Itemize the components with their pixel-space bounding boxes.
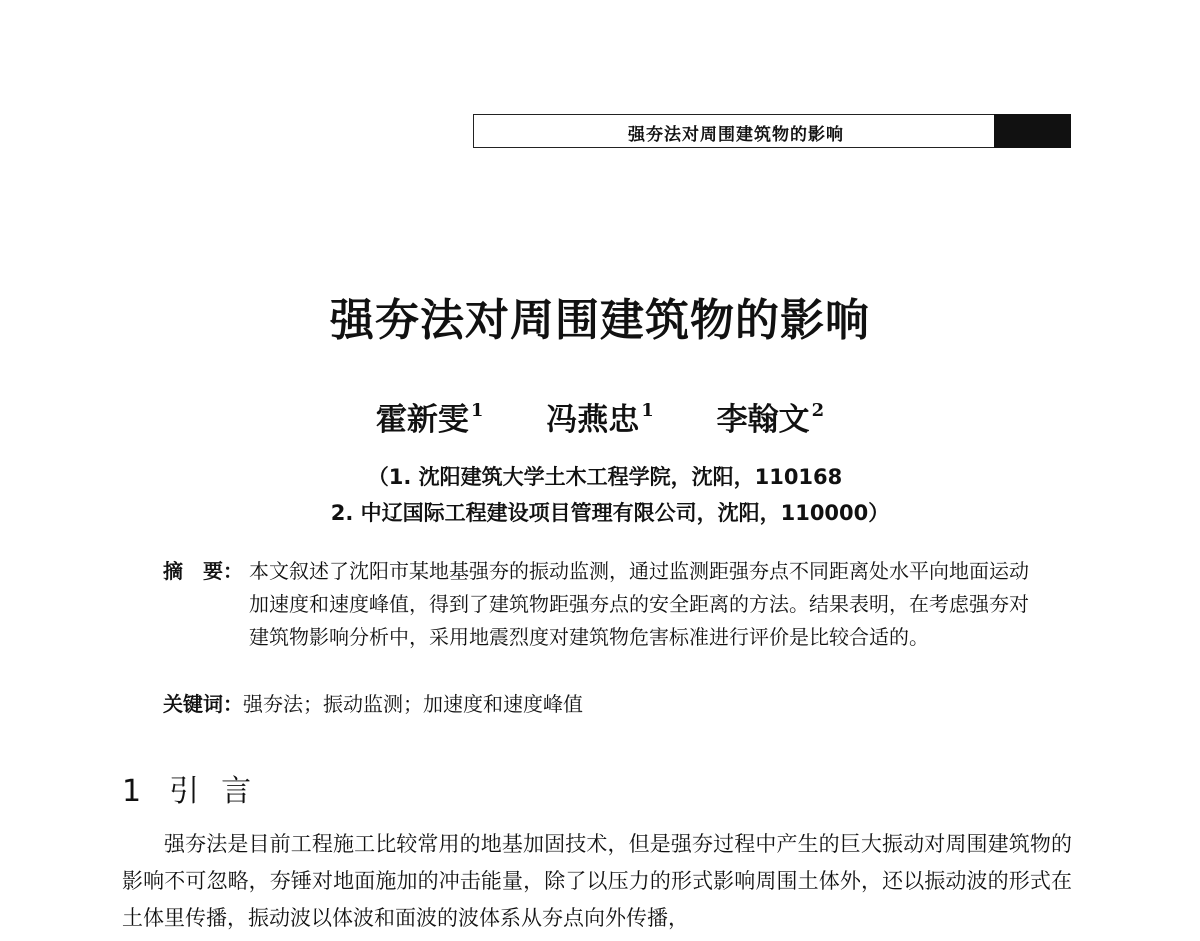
affiliation-1: （1. 沈阳建筑大学土木工程学院，沈阳，110168 [367,465,843,489]
abstract-label: 摘 要： [163,559,243,583]
author-name: 李翰文 [716,402,810,438]
author-name: 霍新雯 [375,402,469,438]
paper-title: 强夯法对周围建筑物的影响 [330,295,870,346]
author [546,394,654,439]
author-list [0,394,1200,439]
section-heading [122,766,273,810]
running-header-title: 强夯法对周围建筑物的影响 [628,125,844,145]
running-header [473,114,1071,148]
abstract [163,555,1043,654]
author-name: 冯燕忠 [546,402,640,438]
keywords-label: 关键词： [163,692,243,716]
abstract-text: 本文叙述了沈阳市某地基强夯的振动监测，通过监测距强夯点不同距离处水平向地面运动加速度和速度峰值，得到了建筑物距强夯点的安全距离的方法。结果表明，在考虑强夯对建筑物影响分析中，采用地震烈度对建筑物危害标准进行评价是比较合适的。 [249,559,1029,649]
author-affil-mark: 2 [811,400,825,421]
affiliation-2: 2. 中辽国际工程建设项目管理有限公司，沈阳，110000） [330,501,890,525]
running-header-block [994,114,1071,148]
section-number: 1 [122,774,144,809]
body-paragraph: 强夯法是目前工程施工比较常用的地基加固技术，但是强夯过程中产生的巨大振动对周围建筑物的影响不可忽略，夯锤对地面施加的冲击能量，除了以压力的形式影响周围土体外，还以振动波的形式在土体里传播，振动波以体波和面波的波体系从夯点向外传播， [122,832,1072,930]
author-affil-mark: 1 [470,400,484,421]
author [717,394,825,439]
author [376,394,484,439]
keywords [163,688,583,721]
section-title: 引言 [169,774,274,809]
keywords-text: 强夯法；振动监测；加速度和速度峰值 [243,692,583,716]
author-affil-mark: 1 [641,400,654,421]
